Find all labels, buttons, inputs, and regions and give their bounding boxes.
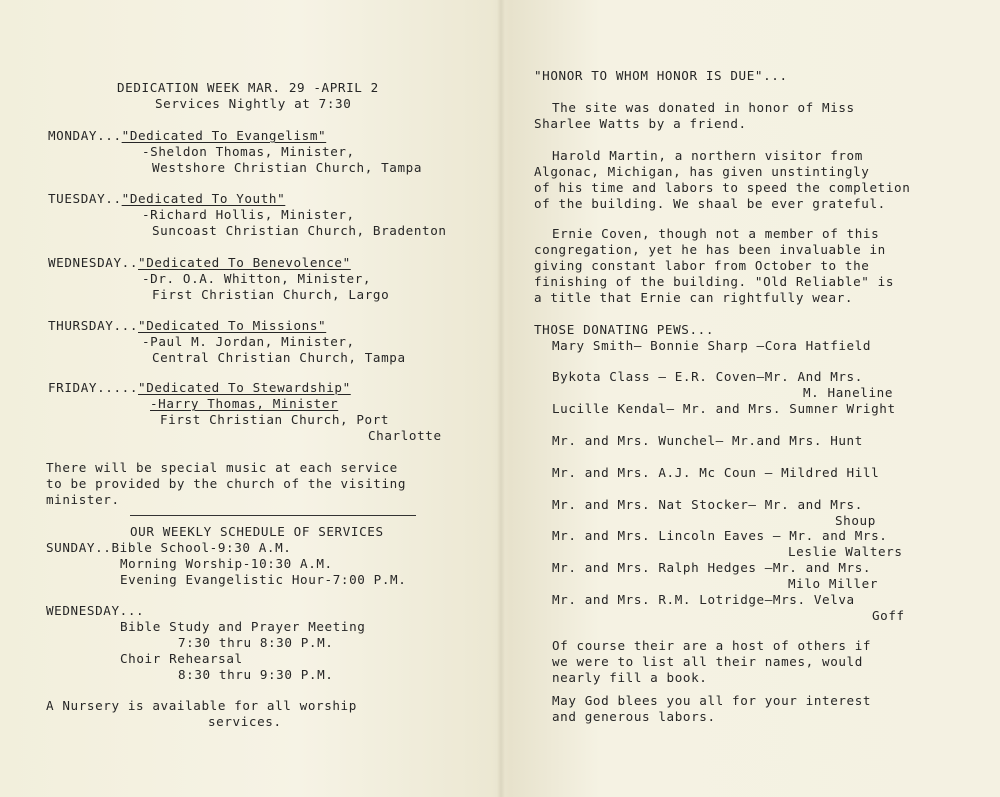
schedule-title: OUR WEEKLY SCHEDULE OF SERVICES: [130, 524, 384, 539]
paragraph-line: of his time and labors to speed the completion: [534, 180, 911, 195]
day-prefix: FRIDAY.....: [48, 380, 139, 395]
pew-donor-line: Mr. and Mrs. Nat Stocker— Mr. and Mrs.: [552, 497, 863, 512]
pew-donor-line: Lucille Kendal— Mr. and Mrs. Sumner Wright: [552, 401, 896, 416]
schedule-item: Choir Rehearsal: [120, 651, 243, 666]
music-note-line: minister.: [46, 492, 120, 507]
pew-donor-line: Bykota Class — E.R. Coven—Mr. And Mrs.: [552, 369, 863, 384]
paragraph-line: Algonac, Michigan, has given unstintingly: [534, 164, 870, 179]
pew-donor-cont: Leslie Walters: [788, 544, 903, 559]
pews-title: THOSE DONATING PEWS...: [534, 322, 715, 337]
sunday-schedule-line: [46, 540, 291, 556]
paragraph-line: Harold Martin, a northern visitor from: [552, 148, 863, 163]
music-note-line: to be provided by the church of the visiting: [46, 476, 407, 491]
day-theme: "Dedicated To Benevolence": [138, 255, 351, 270]
day-theme: "Dedicated To Evangelism": [121, 128, 327, 143]
day-prefix: WEDNESDAY..: [48, 255, 139, 270]
schedule-item: Evening Evangelistic Hour-7:00 P.M.: [120, 572, 407, 587]
paragraph-line: Sharlee Watts by a friend.: [534, 116, 747, 131]
paragraph-line: Ernie Coven, though not a member of this: [552, 226, 880, 241]
pew-donor-line: Mr. and Mrs. R.M. Lotridge—Mrs. Velva: [552, 592, 855, 607]
day-church: Central Christian Church, Tampa: [152, 350, 406, 365]
day-church: Suncoast Christian Church, Bradenton: [152, 223, 447, 238]
wednesday-prefix: WEDNESDAY...: [46, 603, 145, 618]
day-prefix: THURSDAY...: [48, 318, 139, 333]
day-entry-friday: [48, 380, 351, 396]
pew-donor-cont: Goff: [872, 608, 905, 623]
day-prefix: TUESDAY..: [48, 191, 122, 206]
paragraph-line: congregation, yet he has been invaluable in: [534, 242, 886, 257]
honor-heading: "HONOR TO WHOM HONOR IS DUE"...: [534, 68, 788, 83]
day-church-continued: Charlotte: [368, 428, 442, 443]
schedule-time: 7:30 thru 8:30 P.M.: [178, 635, 334, 650]
day-theme: "Dedicated To Youth": [121, 191, 286, 206]
pew-donor-cont: Shoup: [835, 513, 876, 528]
day-church: First Christian Church, Port: [160, 412, 390, 427]
paragraph-line: finishing of the building. "Old Reliable" is: [534, 274, 895, 289]
day-church: First Christian Church, Largo: [152, 287, 390, 302]
pew-donor-line: Mr. and Mrs. Lincoln Eaves — Mr. and Mrs.: [552, 528, 888, 543]
closing-line: we were to list all their names, would: [552, 654, 863, 669]
closing-line: nearly fill a book.: [552, 670, 708, 685]
day-theme: "Dedicated To Missions": [138, 318, 327, 333]
day-prefix: MONDAY...: [48, 128, 122, 143]
paragraph-line: of the building. We shaal be ever grateful.: [534, 196, 886, 211]
day-entry-thursday: [48, 318, 326, 334]
day-entry-monday: [48, 128, 326, 144]
page-fold: [497, 0, 505, 797]
schedule-item: Bible School-9:30 A.M.: [111, 540, 292, 555]
paragraph-line: giving constant labor from October to the: [534, 258, 870, 273]
nursery-note: A Nursery is available for all worship: [46, 698, 357, 713]
pew-donor-line: Mr. and Mrs. A.J. Mc Coun — Mildred Hill: [552, 465, 880, 480]
day-theme: "Dedicated To Stewardship": [138, 380, 351, 395]
day-speaker: -Dr. O.A. Whitton, Minister,: [142, 271, 372, 286]
pew-donor-cont: M. Haneline: [803, 385, 894, 400]
nursery-note-cont: services.: [208, 714, 282, 729]
paragraph-line: a title that Ernie can rightfully wear.: [534, 290, 854, 305]
pew-donor-cont: Milo Miller: [788, 576, 879, 591]
schedule-time: 8:30 thru 9:30 P.M.: [178, 667, 334, 682]
closing-line: and generous labors.: [552, 709, 716, 724]
services-subheading: Services Nightly at 7:30: [155, 96, 352, 111]
music-note-line: There will be special music at each service: [46, 460, 398, 475]
closing-line: May God blees you all for your interest: [552, 693, 872, 708]
pew-donor-line: Mr. and Mrs. Wunchel— Mr.and Mrs. Hunt: [552, 433, 863, 448]
section-divider: [130, 515, 416, 516]
sunday-prefix: SUNDAY..: [46, 540, 112, 555]
closing-line: Of course their are a host of others if: [552, 638, 872, 653]
day-speaker: -Sheldon Thomas, Minister,: [142, 144, 355, 159]
schedule-item: Morning Worship-10:30 A.M.: [120, 556, 333, 571]
day-speaker: -Paul M. Jordan, Minister,: [142, 334, 355, 349]
day-speaker: -Richard Hollis, Minister,: [142, 207, 355, 222]
day-entry-wednesday: [48, 255, 351, 271]
day-church: Westshore Christian Church, Tampa: [152, 160, 423, 175]
schedule-item: Bible Study and Prayer Meeting: [120, 619, 366, 634]
pew-donor-line: Mary Smith— Bonnie Sharp —Cora Hatfield: [552, 338, 872, 353]
paragraph-line: The site was donated in honor of Miss: [552, 100, 855, 115]
day-entry-tuesday: [48, 191, 285, 207]
pew-donor-line: Mr. and Mrs. Ralph Hedges —Mr. and Mrs.: [552, 560, 872, 575]
day-speaker: -Harry Thomas, Minister: [150, 396, 339, 411]
dedication-heading: DEDICATION WEEK MAR. 29 -APRIL 2: [117, 80, 379, 95]
